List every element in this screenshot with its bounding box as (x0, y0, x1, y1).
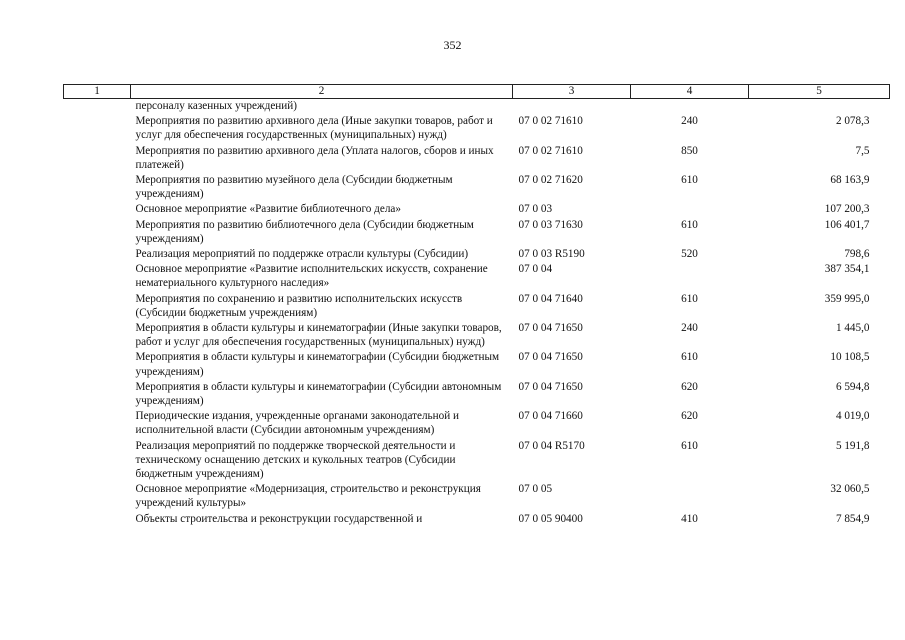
row-name: Мероприятия по развитию архивного дела (Уплата налогов, сборов и иных платежей) (135, 144, 494, 171)
row-amount: 106 401,7 (824, 218, 870, 231)
row-name: Основное мероприятие «Модернизация, строительство и реконструкция учреждений культуры» (135, 483, 481, 510)
row-amount: 1 445,0 (835, 322, 870, 335)
table-body (64, 99, 890, 527)
row-code: 07 0 04 71660 (518, 410, 583, 423)
row-code: 07 0 04 71650 (518, 351, 583, 364)
table-row (64, 202, 890, 217)
row-expense-type: 410 (681, 512, 698, 525)
row-code: 07 0 04 71640 (518, 292, 583, 305)
header-row (64, 85, 890, 99)
row-expense-type (631, 99, 749, 115)
table-row (64, 380, 890, 409)
row-code: 07 0 02 71610 (518, 115, 583, 128)
row-expense-type: 520 (681, 248, 698, 261)
row-code: 07 0 04 (518, 263, 553, 276)
row-empty-cell (64, 202, 131, 217)
row-expense-type: 240 (681, 115, 698, 128)
page-number: 352 (443, 38, 462, 52)
row-name: Основное мероприятие «Развитие исполнительских искусств, сохранение нематериального культурного наследия» (135, 263, 488, 290)
table-row (64, 512, 890, 527)
row-expense-type: 620 (681, 410, 698, 423)
row-empty-cell (64, 173, 131, 202)
table-row (64, 482, 890, 511)
row-empty-cell (64, 439, 131, 483)
row-empty-cell (64, 380, 131, 409)
row-code: 07 0 02 71620 (518, 174, 583, 187)
row-expense-type: 610 (681, 218, 698, 231)
header-col-4: 4 (631, 85, 749, 99)
row-name: Основное мероприятие «Развитие библиотечного дела» (135, 203, 401, 216)
row-empty-cell (64, 99, 131, 115)
row-empty-cell (64, 350, 131, 379)
row-name: Периодические издания, учрежденные органами законодательной и исполнительной власти (Субсидии автономным учреждениям) (135, 410, 460, 437)
header-col-2: 2 (131, 85, 513, 99)
table-row (64, 409, 890, 438)
row-code: 07 0 04 71650 (518, 380, 583, 393)
row-name: персоналу казенных учреждений) (135, 100, 297, 112)
header-col-1: 1 (64, 85, 131, 99)
table-row (64, 218, 890, 247)
row-amount: 6 594,8 (835, 380, 870, 393)
row-name: Объекты строительства и реконструкции государственной и (135, 512, 423, 525)
row-code: 07 0 03 R5190 (518, 248, 585, 261)
row-code: 07 0 03 71630 (518, 218, 583, 231)
row-expense-type: 850 (681, 144, 698, 157)
table-row (64, 262, 890, 291)
row-expense-type: 620 (681, 380, 698, 393)
row-code: 07 0 02 71610 (518, 144, 583, 157)
row-expense-type: 610 (681, 439, 698, 452)
row-empty-cell (64, 144, 131, 173)
row-name: Мероприятия по развитию музейного дела (Субсидии бюджетным учреждениям) (135, 174, 453, 201)
row-name: Мероприятия в области культуры и кинематографии (Субсидии автономным учреждениям) (135, 380, 502, 408)
row-name: Мероприятия в области культуры и кинематографии (Субсидии бюджетным учреждениям) (135, 351, 500, 378)
row-empty-cell (64, 292, 131, 321)
row-amount (749, 99, 890, 115)
row-code: 07 0 05 90400 (518, 512, 583, 525)
row-empty-cell (64, 262, 131, 291)
row-empty-cell (64, 218, 131, 247)
budget-table (63, 84, 890, 527)
row-name: Мероприятия в области культуры и кинематографии (Иные закупки товаров, работ и услуг для обеспечения государственных (муниципальных) нужд) (135, 322, 502, 349)
row-amount: 32 060,5 (830, 483, 870, 496)
row-name: Мероприятия по сохранению и развитию исполнительских искусств (Субсидии бюджетным учреждениям) (135, 292, 463, 319)
row-code: 07 0 05 (518, 483, 553, 496)
row-expense-type: 610 (681, 174, 698, 187)
table-row (64, 321, 890, 350)
row-empty-cell (64, 512, 131, 527)
table-header (64, 85, 890, 99)
row-amount: 107 200,3 (824, 203, 870, 216)
row-expense-type: 610 (681, 351, 698, 364)
row-code (513, 99, 631, 115)
row-code: 07 0 04 R5170 (518, 439, 585, 452)
row-amount: 387 354,1 (824, 263, 870, 276)
table-row (64, 99, 890, 115)
table-row (64, 247, 890, 262)
table-row (64, 292, 890, 321)
row-expense-type: 240 (681, 322, 698, 335)
row-code: 07 0 04 71650 (518, 322, 583, 335)
row-empty-cell (64, 247, 131, 262)
row-amount: 2 078,3 (835, 115, 870, 128)
row-amount: 7,5 (855, 144, 870, 157)
table-row (64, 173, 890, 202)
row-expense-type: 610 (681, 292, 698, 305)
row-name: Реализация мероприятий по поддержке отрасли культуры (Субсидии) (135, 248, 469, 261)
row-empty-cell (64, 321, 131, 350)
row-amount: 798,6 (844, 248, 870, 261)
table-row (64, 114, 890, 143)
header-col-5: 5 (749, 85, 890, 99)
header-col-3: 3 (513, 85, 631, 99)
row-amount: 68 163,9 (830, 174, 870, 187)
row-amount: 10 108,5 (830, 351, 870, 364)
row-name: Мероприятия по развитию библиотечного дела (Субсидии бюджетным учреждениям) (135, 218, 474, 245)
row-name: Мероприятия по развитию архивного дела (Иные закупки товаров, работ и услуг для обеспечения государственных (муниципальных) нужд) (135, 115, 493, 142)
row-name: Реализация мероприятий по поддержке творческой деятельности и техническому оснащению детских и кукольных театров (Субсидии бюджетным учреждениям) (135, 439, 456, 481)
table-row (64, 144, 890, 173)
table-row (64, 439, 890, 483)
row-expense-type (631, 482, 749, 511)
table-row (64, 350, 890, 379)
row-amount: 4 019,0 (835, 410, 870, 423)
row-amount: 5 191,8 (835, 439, 870, 452)
row-amount: 359 995,0 (824, 292, 870, 305)
row-empty-cell (64, 114, 131, 143)
row-expense-type (631, 202, 749, 217)
row-amount: 7 854,9 (835, 512, 870, 525)
row-empty-cell (64, 482, 131, 511)
row-code: 07 0 03 (518, 203, 553, 216)
row-empty-cell (64, 409, 131, 438)
row-expense-type (631, 262, 749, 291)
